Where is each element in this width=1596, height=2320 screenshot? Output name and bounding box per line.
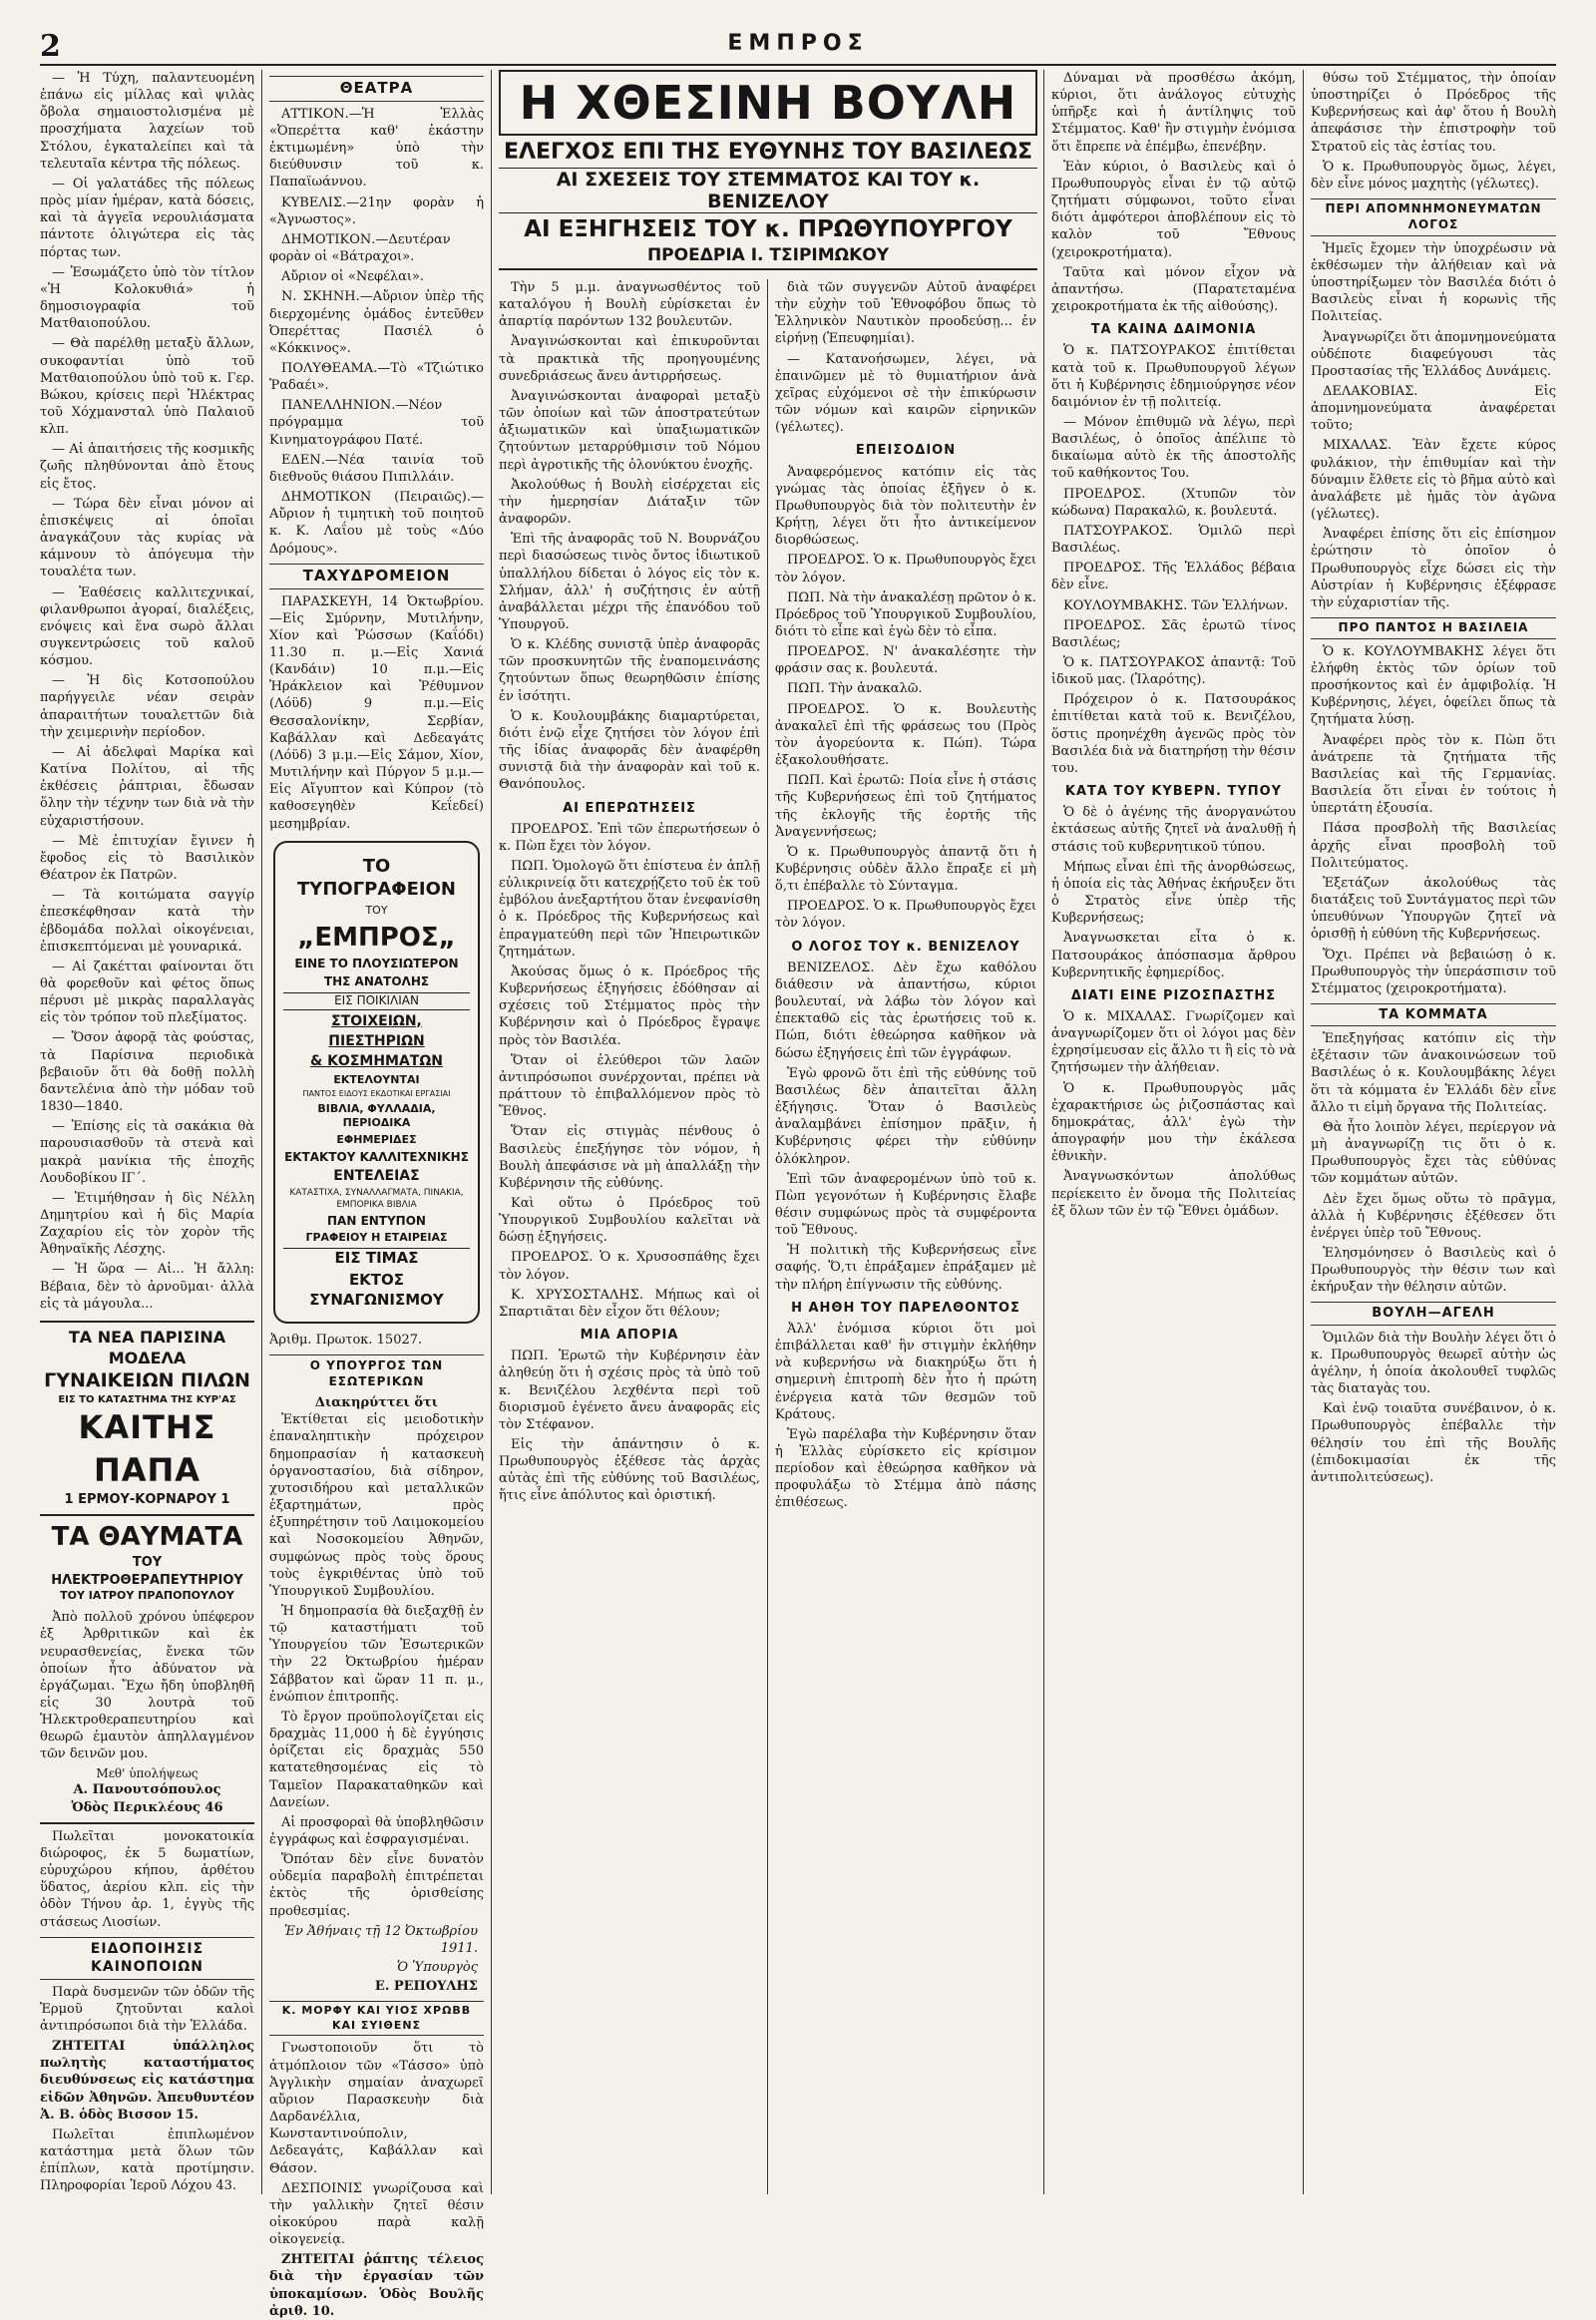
text-para: Ὅπόταν δὲν εἶνε δυνατὸν οὐδεμία παραβολὴ ἐπιτρέπεται ἐκτὸς τῆς ὁρισθείσης προθεσμίας.: [269, 1852, 484, 1919]
column-3: [499, 279, 760, 2194]
notice-signatory-title: Ὁ Ὑπουργὸς: [396, 1960, 478, 1976]
column-rule: [1303, 70, 1304, 2194]
text-para: ΠΩΠ. Τὴν ἀνακαλῶ.: [787, 681, 923, 697]
text-para: Ὁ κ. Πρωθυπουργὸς μᾶς ἐχαρακτήρισε ὡς ῥιζοσπάστας καὶ δημοκράτας, ἀλλ' ἐγὼ τὴν ἀπογραφήν μου τὴν ἐκάλεσα ἐθνικὴν.: [1051, 1080, 1296, 1165]
text-para: — Κατανοήσωμεν, λέγει, νὰ ἐπαινῶμεν μὲ τὸ θυμιατήριον ἀνὰ χεῖρας εὐχόμενοι σὲ τὴν ἐπικύρωσιν τῶν νόμων καὶ καιρῶν εἰρηνικῶν (γέλωτες).: [775, 351, 1036, 436]
text-para: — Μὲ ἐπιτυχίαν ἔγινεν ἡ ἔφοδος εἰς τὸ Βασιλικὸν Θέατρον ἐκ Πατρῶν.: [40, 833, 254, 884]
text-para: ΚΟΥΛΟΥΜΒΑΚΗΣ. Τῶν Ἑλλήνων.: [1063, 597, 1289, 613]
headline-main: Η ΧΘΕΣΙΝΗ ΒΟΥΛΗ: [499, 70, 1037, 136]
text-para: Ἀναφέρει ἐπίσης ὅτι εἰς ἐπίσημον ἐρώτησιν τὸ ὁποῖον ὁ Πρωθυπουργὸς εἶχε δώσει εἰς τὴν Αὐστρίαν ἡ Κυβέρνησις ἐξέφρασε τὴν εὐχαριστίαν τῆς.: [1311, 527, 1556, 610]
text-para: ΠΡΟΕΔΡΟΣ. Ὁ κ. Χρυσοσπάθης ἔχει τὸν λόγον.: [499, 1250, 760, 1283]
text-para: — Ὅσον ἀφορᾷ τὰς φούστας, τὰ Παρίσινα περιοδικὰ βεβαιοῦν ὅτι θὰ δοθῇ πολλὴ δαντελένια ἀπὸ τὴν μόδαν τοῦ 1830—1840.: [40, 1030, 254, 1115]
notice-date: Ἐν Ἀθήναις τῇ 12 Ὀκτωβρίου 1911.: [283, 1923, 478, 1956]
ad-line: ΕΚΤΑΚΤΟΥ ΚΑΛΛΙΤΕΧΝΙΚΗΣ: [284, 1149, 469, 1164]
notice-subheading: Διακηρύττει ὅτι: [314, 1395, 439, 1411]
text-para: Ἐπὶ τῶν ἀναφερομένων ὑπὸ τοῦ κ. Πὼπ γεγονότων ἡ Κυβέρνησις ἔλαβε θέσιν συμφώνως πρὸς τὰ συμφέροντα τοῦ Ἔθνους.: [775, 1171, 1036, 1239]
text-para: Ἀναφέρει πρὸς τὸν κ. Πὼπ ὅτι ἀνάτρεπε τὰ ζητήματα τῆς Βασιλείας καὶ τῆς Γερμανίας. Βασιλεία ὅτι εἶναι ἐν τούτοις ἡ ὑπερτάτη ἐξουσία.: [1311, 732, 1556, 817]
text-para: Ἐγὼ παρέλαβα τὴν Κυβέρνησιν ὅταν ἡ Ἑλλὰς εὑρίσκετο εἰς κρίσιμον περίοδον καὶ ἐθεώρησα καθῆκον νὰ προφυλάξω τὸ Στέμμα ἀπὸ πάσης ἐπιθέσεως.: [775, 1426, 1036, 1511]
headline-sub1: ΕΛΕΓΧΟΣ ΕΠΙ ΤΗΣ ΕΥΘΥΝΗΣ ΤΟΥ ΒΑΣΙΛΕΩΣ: [503, 140, 1033, 165]
text-para: Ν. ΣΚΗΝΗ.—Αὔριον ὑπὲρ τῆς διερχομένης ὁμάδος ἐντεῦθεν Ὀπερέττας Πασιέλ ὁ «Κόκκινος».: [269, 289, 484, 356]
ad-line: ΚΑΤΑΣΤΙΧΑ, ΣΥΝΑΛΛΑΓΜΑΤΑ, ΠΙΝΑΚΙΑ, ΕΜΠΟΡΙΚΑ ΒΙΒΛΙΑ: [289, 1187, 464, 1210]
column-5: [1051, 70, 1296, 2194]
text-para: ΔΗΜΟΤΙΚΟΝ.—Δευτέραν φορὰν οἱ «Βάτραχοι».: [269, 231, 451, 265]
text-para: Ἐὰν κύριοι, ὁ Βασιλεὺς καὶ ὁ Πρωθυπουργὸς εἶναι ἐν τῷ αὐτῷ ζητήματι σύμφωνοι, τοῦτο εἶναι διότι ἀμφότεροι ἀποβλέπουν εἰς τὸ καλὸν τοῦ Ἔθνους (χειροκροτήματα).: [1051, 159, 1296, 260]
text-para: ΠΡΟΕΔΡΟΣ. (Χτυπῶν τὸν κώδωνα) Παρακαλῶ, κ. βουλευτά.: [1051, 486, 1296, 519]
text-para: Ὅταν εἰς στιγμὰς πένθους ὁ Βασιλεὺς ἐπεξήγησε τὸν νόμον, ἡ Βουλὴ ἀπεφάσισε νὰ μὴ ἀπαλλάξῃ τὴν Κυβέρνησιν τῆς εὐθύνης.: [499, 1124, 760, 1191]
text-para: — Αἱ ζακέτται φαίνονται ὅτι θὰ φορεθοῦν καὶ φέτος ὅπως πέρυσι μὲ μικρὰς παραλλαγὰς εἰς τὸν τρόπον τοῦ πλεξίματος.: [40, 959, 254, 1026]
text-para: Ὁ κ. Κλέδης συνιστᾷ ὑπὲρ ἀναφορᾶς τῶν προσκυνητῶν τῆς ἐναπομεινάσης ζητούντων ὅπως θεωρηθῶσιν ἐπίσης ἐν ἰσότητι.: [499, 637, 760, 704]
ad-line: ΓΡΑΦΕΙΟΥ Η ΕΤΑΙΡΕΙΑΣ: [305, 1231, 448, 1245]
text-para: ΠΩΠ. Ἐρωτῶ τὴν Κυβέρνησιν ἐὰν ἀληθεύῃ ὅτι ἡ σχέσις πρὸς τὰ ὑπὸ τοῦ κ. Βενιζέλου λεχθέντα περὶ τοῦ διορισμοῦ ἐγένετο ἄνευ ἀναφορᾶς εἰς τὸν Στέφανον.: [499, 1349, 760, 1432]
printing-office-ad: [273, 841, 480, 1325]
subheading: ΜΙΑ ΑΠΟΡΙΑ: [580, 1328, 679, 1344]
text-para: — Τώρα δὲν εἶναι μόνον αἱ ἐπισκέψεις αἱ ὁποῖαι ἀναγκάζουν τὰς κυρίας νὰ κάμνουν τὸ ἀπόγευμα τὴν τουαλέτα των.: [40, 496, 254, 580]
text-para: — Μόνον ἐπιθυμῶ νὰ λέγω, περὶ Βασιλέως, ὁ ὁποῖος ἀπέλιπε τὸ δικαίωμα αὐτὸ ἐκ τῆς ἀποστολῆς τοῦ καθήκοντος Του.: [1051, 414, 1296, 482]
text-para: Θὰ ἦτο λοιπὸν λέγει, περίεργον νὰ μὴ ἀναγνωρίζῃ τις ὅτι ὁ κ. Πρωθυπουργὸς ἔχει τὰς εὐθύνας τῶν κομμάτων αὐτῶν.: [1311, 1119, 1556, 1187]
text-para: θύσω τοῦ Στέμματος, τὴν ὁποίαν ὑποστηρίζει ὁ Πρόεδρος τῆς Κυβερνήσεως καὶ ἀφ' ὅτου ἡ Βουλὴ ἀπεφάσισε τὴν ἐπιστροφὴν τοῦ Στρατοῦ εἰς τὰς ἐστίας του.: [1311, 71, 1556, 155]
text-para: Τὸ ἔργον προϋπολογίζεται εἰς δραχμὰς 11,000 ἡ δὲ ἐγγύησις ὁρίζεται εἰς δραχμὰς 550 κατατεθησομένας εἰς τὸ Ταμεῖον Παρακαταθηκῶν καὶ Δανείων.: [269, 1709, 484, 1810]
text-para: Ἀναγινώσκονται καὶ ἐπικυροῦνται τὰ πρακτικὰ τῆς προηγουμένης συνεδριάσεως ἄνευ ἀντιρρήσεως.: [499, 334, 760, 384]
text-para: — Τὰ κοιτώματα σαγγίρ ἐπεσκέφθησαν κατὰ τὴν ἐβδομάδα πολλαὶ οἰκογένειαι, ἐπισκεπτόμεναι μὲ γουναρικά.: [40, 888, 254, 955]
ad-line: ΕΚΤΕΛΟΥΝΤΑΙ: [333, 1072, 420, 1086]
text-para: — Θὰ παρέλθῃ μεταξὺ ἄλλων, συκοφαντίαι ὑπὸ τοῦ Ματθαιοπούλου ὑπὸ τοῦ κ. Γερ. Βώκου, κρίσεις περὶ Ἠλέκτρας τοῦ Χόχμανσταλ ὑπὸ Παλαιοῦ κλπ.: [40, 336, 254, 438]
headline-sub2: ΑΙ ΣΧΕΣΕΙΣ ΤΟΥ ΣΤΕΜΜΑΤΟΣ ΚΑΙ ΤΟΥ κ. ΒΕΝΙΖΕΛΟΥ: [499, 168, 1037, 213]
column-rule: [491, 70, 492, 2194]
ad-line: ΕΚΤΟΣ ΣΥΝΑΓΩΝΙΣΜΟΥ: [309, 1270, 444, 1309]
ad-line: ΕΙΣ ΠΟΙΚΙΛΙΑΝ: [283, 992, 470, 1010]
main-headline: [499, 70, 1037, 270]
ad-line: ΠΙΕΣΤΗΡΙΩΝ: [328, 1032, 425, 1049]
ad-line: 1 ΕΡΜΟΥ-ΚΟΡΝΑΡΟΥ 1: [64, 1491, 230, 1507]
ad-line: ΠΑΝΤΟΣ ΕΙΔΟΥΣ ΕΚΔΟΤΙΚΑΙ ΕΡΓΑΣΙΑΙ: [302, 1089, 451, 1099]
text-para: Ἡμεῖς ἔχομεν τὴν ὑποχρέωσιν νὰ ἐκθέσωμεν τὴν ἀλήθειαν καὶ νὰ ὑποστηρίξωμεν τὸν Βασιλέα διότι ὁ Βασιλεὺς εἶναι ἡ κορωνὶς τῆς Πολιτείας.: [1311, 240, 1556, 325]
ad-line: ΤΗΣ ΑΝΑΤΟΛΗΣ: [323, 973, 430, 988]
column-6: [1311, 70, 1556, 2194]
ad-line: ΕΝΤΕΛΕΙΑΣ: [333, 1168, 420, 1185]
text-para: Ἀλλ' ἐνόμισα κύριοι ὅτι μοὶ ἐπιβάλλεται καθ' ἣν στιγμὴν ἐκλήθην νὰ κυβερνήσω νὰ διακηρύξω ὅτι ἡ σημερινὴ ἐπιτροπὴ δὲν ἦτο ἡ πρώτη ἐνέργεια κατὰ τῶν θεσμῶν τοῦ Κράτους.: [775, 1321, 1036, 1422]
column-4: [775, 279, 1036, 2194]
ad-line: ΤΟΥ: [365, 904, 388, 918]
text-para: ΚΥΒΕΛΙΣ.—21ην φορὰν ἡ «Ἀγνωστος».: [269, 194, 484, 227]
ad-line: „ΕΜΠΡΟΣ„: [297, 922, 456, 953]
ad-line: ΠΑΝ ΕΝΤΥΠΟΝ: [327, 1213, 426, 1228]
column-2: [269, 70, 484, 2319]
text-para: Ἀναφερόμενος κατόπιν εἰς τὰς γνώμας τὰς ὁποίας ἐξῆγεν ὁ κ. Πρωθυπουργὸς διὰ τὸν πολιτευτὴν ἐν Κρήτῃ, λέγει ὅτι ἦτο ἀντικείμενον διορθώσεως.: [775, 464, 1036, 549]
subheading: ΠΕΡΙ ΑΠΟΜΝΗΜΟΝΕΥΜΑΤΩΝ ΛΟΓΟΣ: [1311, 198, 1556, 236]
subheading: Η ΑΗΘΗ ΤΟΥ ΠΑΡΕΛΘΟΝΤΟΣ: [791, 1300, 1020, 1316]
text-para: — Αἱ ἀδελφαὶ Μαρίκα καὶ Κατίνα Πολίτου, αἱ τῆς ἐκθέσεις ῥάπτριαι, ἔδωσαν ὅλην τὴν τέχνην των διὰ νὰ τὴν εὐχαριστήσουν.: [40, 744, 254, 829]
ad-sign: Α. Πανουτσόπουλος: [73, 1782, 221, 1798]
columns: [40, 70, 1556, 2319]
subheading: Ο ΛΟΓΟΣ ΤΟΥ κ. ΒΕΝΙΖΕΛΟΥ: [791, 939, 1020, 955]
text-para: ΠΡΟΕΔΡΟΣ. Ὁ κ. Πρωθυπουργὸς ἔχει τὸν λόγον.: [775, 553, 1036, 585]
text-para: ΠΑΡΑΣΚΕΥΗ, 14 Ὀκτωβρίου.—Εἰς Σμύρνην, Μυτιλήνην, Χίον καὶ Ῥώσσων (Καΐόδι) 11.30 π. μ.—Εἰς Χανιά (Κανδάιν) 10 π.μ.—Εἰς Ἡράκλειον καὶ Ῥέθυμνον (Λόϋδ) 9 π.μ.—Εἰς Θεσσαλονίκην, Σερβίαν, Καβάλλαν καὶ Δεδεαγάτς (Λόϋδ) 3 μ.μ.—Εἰς Σάμον, Χίον, Μυτιλήνην καὶ Πύργον 5 μ.μ.—Εἰς Αἴγυπτον καὶ Κύπρον (τὸ καθοσεγηθὲν Κεΐεδεί) μεσημβρίαν.: [269, 593, 484, 832]
text-para: διὰ τῶν συγγενῶν Αὐτοῦ ἀναφέρει τὴν εὐχὴν τοῦ Ἐθνοφόβου ὅπως τὸ Ἑλληνικὸν Ναυτικὸν προοδεύσῃ... ἐν εἰρήνῃ (Ἐπευφημίαι).: [775, 280, 1036, 347]
subheading: ΕΠΕΙΣΟΔΙΟΝ: [855, 443, 957, 459]
text-para: ΕΔΕΝ.—Νέα ταινία τοῦ διεθνοῦς θιάσου Πιπιλλάιν.: [269, 452, 484, 485]
masthead: [40, 0, 1556, 66]
text-para: ΠΡΟΕΔΡΟΣ. Ὁ κ. Πρωθυπουργὸς ἔχει τὸν λόγον.: [775, 899, 1036, 932]
subheading: ΠΡΟ ΠΑΝΤΟΣ Η ΒΑΣΙΛΕΙΑ: [1311, 617, 1556, 639]
subheading: ΑΙ ΕΠΕΡΩΤΗΣΕΙΣ: [563, 800, 696, 816]
text-para: Κ. ΧΡΥΣΟΣΤΑΛΗΣ. Μήπως καὶ οἱ Σπαρτιᾶται δὲν εἶχον ὅτι θέλουν;: [499, 1287, 760, 1320]
text-para: ΔΕΛΑΚΟΒΙΑΣ. Εἰς ἀπομνημονεύματα ἀναφέρεται τοῦτο;: [1311, 384, 1556, 434]
ad-line: ΤΟ ΤΥΠΟΓΡΑΦΕΙΟΝ: [297, 855, 456, 901]
classified: Πωλεῖται ἐπιπλωμένον κατάστημα μετὰ ὅλων τῶν ἐπίπλων, κατὰ προτίμησιν. Πληροφορίαι Ἱεροῦ Λόχου 43.: [40, 2127, 254, 2194]
text-para: Ἀναγινώσκονται ἀναφοραὶ μεταξὺ τῶν ὁποίων καὶ τῶν ἀποστρατεύτων ἀξιωματικῶν καὶ ὑπαξιωματικῶν ζητούντων μεταρρύθμισιν τοῦ Νόμου περὶ ἀγροτικῆς τῆς ὁλονύκτου ἐνοχῆς.: [499, 388, 760, 473]
subheading: ΔΙΑΤΙ ΕΙΝΕ ΡΙΖΟΣΠΑΣΤΗΣ: [1070, 987, 1277, 1003]
text-para: ΠΡΟΕΔΡΟΣ. Σᾶς ἐρωτῶ τίνος Βασιλέως;: [1051, 617, 1296, 650]
hat-ad: [40, 1321, 254, 1508]
ad-line: ΤΑ ΘΑΥΜΑΤΑ: [51, 1522, 243, 1553]
text-para: Ἀναγνωσκεται εἶτα ὁ κ. Πατσουράκος ἀπόσπασμα ἄρθρου Κυβερνητικῆς ἐφημερίδος.: [1051, 931, 1296, 980]
ad-line: ΕΙΣ ΤΟ ΚΑΤΑΣΤΗΜΑ ΤΗΣ ΚΥΡ'ΑΣ: [58, 1394, 236, 1406]
text-para: ΠΩΠ. Ὁμολογῶ ὅτι ἐπίστευα ἐν ἀπλῇ εὐλικρινείᾳ ὅτι κατεχρῄζετο τοῦ ἐκ τοῦ ἐμβόλου ἀνεξαρτήτου ὅταν ἐνεφανίσθη ὁ κ. Πρόεδρος τῆς Κυβερνήσεως καὶ ἐπραγματεύθη περὶ τῶν Ἠπειρωτικῶν ζητημάτων.: [499, 859, 761, 960]
shipping-ad-heading: Κ. ΜΟΡΦΥ ΚΑΙ ΥΙΟΣ ΧΡΩΒΒ ΚΑΙ ΣΥΙΘΕΝΣ: [269, 2001, 484, 2036]
text-para: — Ἐαθέσεις καλλιτεχνικαί, φιλανθρωποι ἀγοραί, διαλέξεις, ενόψεις καὶ ἕνα σωρὸ ἄλλαι συγκεντρώσεις τοῦ καλοῦ κόσμου.: [40, 584, 254, 669]
ad-line: ΣΤΟΙΧΕΙΩΝ,: [331, 1012, 422, 1029]
text-para: — Οἱ γαλατάδες τῆς πόλεως πρὸς μίαν ἡμέραν, κατὰ δόσεις, καὶ τὰ ἀγγεῖα νερουλιάσματα πάντοτε ὁλιγώτερα εἰς τὰς πόρτας των.: [40, 176, 254, 260]
notice-signatory: Ε. ΡΕΠΟΥΛΗΣ: [374, 1979, 478, 1995]
text-para: — Ἡ ὥρα — Αἰ... Ἡ ἄλλη: Βέβαια, δὲν τὸ ἀρνοῦμαι· ἀλλὰ εἰς τὰ μάγουλα...: [40, 1262, 254, 1312]
column-rule: [767, 279, 768, 2194]
text-para: Ὁ κ. Κουλουμβάκης διαμαρτύρεται, διότι ἐνῷ εἶχε ζητήσει τὸν λόγον ἐπὶ τῆς ἰδίας ἀναφορᾶς δὲν ἀναφέρθη συνιστᾷ διὰ τὴν ἀναφορὰν καὶ τοῦ κ. Θανόπουλος.: [499, 708, 760, 793]
text-para: Ἐπὶ τῆς ἀναφορᾶς τοῦ Ν. Βουρνάζου περὶ διασώσεως τινὸς ὄντος ἰδιωτικοῦ ὑπαλλήλου δίδεται ὁ λόγος εἰς τὸν κ. Σλήμαν, ἀλλ' ἡ συζήτησις ἐν αὐτῇ ἀναβάλλεται μέχρι τῆς ἐπανόδου τοῦ Ὑπουργοῦ.: [499, 532, 760, 632]
text-para: Αὔριον οἱ «Νεφέλαι».: [281, 269, 425, 285]
text-para: ΜΙΧΑΛΑΣ. Ἐὰν ἔχετε κύρος φυλάκιον, τὴν ἐπιθυμίαν καὶ τὴν δύναμιν ἔλθετε εἰς τὸ βῆμα αὐτὸ καὶ ἀναλάβετε μὲ ἡμᾶς τὸν ἀγῶνα (γέλωτες).: [1311, 438, 1556, 523]
text-para: ΑΤΤΙΚΟΝ.—Ἡ Ἑλλὰς «Ὀπερέττα καθ' ἑκάστην ἐκτιμωμένη» ὑπὸ τὴν διεύθυνσιν τοῦ κ. Παπαϊωάννου.: [269, 106, 484, 191]
text-para: Εἰς τὴν ἀπάντησιν ὁ κ. Πρωθυπουργὸς ἐξέθεσε τὰς ἀρχὰς αὐτὰς ἐπὶ τῆς εὐθύνης τοῦ Βασιλέως, ἥτις εἶνε ἀπόλυτος καὶ ὁριστική.: [499, 1437, 760, 1504]
text-para: Ἀναγνωρίζει ὅτι ἀπομνημονεύματα οὐδέποτε διαφεύγουσι τὰς Προστασίας τῆς Ἑλλάδος Δυνάμεις.: [1311, 329, 1556, 379]
text-para: Ὁ κ. ΜΙΧΑΛΑΣ. Γνωρίζομεν καὶ ἀναγνωρίζομεν ὅτι οἱ λόγοι μας δὲν ἐχρησίμευσαν εἰς ἄλλο τι ἢ εἰς τὸ νὰ ζητήσωμεν τὴν ἀλήθειαν.: [1051, 1008, 1296, 1076]
text-para: Γνωστοποιοῦν ὅτι τὸ ἀτμόπλοιον τῶν «Τάσσο» ὑπὸ Ἀγγλικὴν σημαίαν ἀναχωρεῖ αὔριον Παρασκευὴν διὰ Δαρδανέλλια, Κωνσταντινούπολιν, Δεδεαγάτς, Καβάλλαν καὶ Θάσον.: [269, 2041, 484, 2176]
text-para: Ὁ δὲ ὁ ἀγένης τῆς ἀνοργανώτου ἐκτάσεως αὐτῆς ζητεῖ νὰ ἀναλυθῇ ἡ στάσις τοῦ κυβερνητικοῦ τύπου.: [1051, 805, 1296, 855]
text-para: Ὅχι. Πρέπει νὰ βεβαιώσῃ ὁ κ. Πρωθυπουργὸς τὴν ὑπεράσπισιν τοῦ Στέμματος (χειροκροτήματα).: [1311, 947, 1556, 996]
text-para: Δύναμαι νὰ προσθέσω ἀκόμη, κύριοι, ὅτι ἀνάλογος εὐτυχὴς ὑπῆρξε καὶ ἡ ἀντίληψις τοῦ Στέμματος. Καθ' ἣν στιγμὴν ἐνόμισα ὅτι ἔπρεπε νὰ ἐπέμβω, ἐπενέβην.: [1051, 71, 1296, 155]
text-para: ΖΗΤΕΙΤΑΙ ῥάπτης τέλειος διὰ τὴν ἐργασίαν τῶν ὑποκαμίσων. Ὁδὸς Βουλῆς ἀριθ. 10.: [269, 2252, 484, 2319]
text-para: Μήπως εἶναι ἐπὶ τῆς ἀνορθώσεως, ἡ ὁποία εἰς τὰς Ἀθήνας ἐκήρυξεν ὅτι ὁ Στρατὸς εἶνε ὑπὲρ τῆς Κυβερνήσεως;: [1051, 859, 1296, 927]
text-para: Ἡ δημοπρασία θὰ διεξαχθῇ ἐν τῷ καταστήματι τοῦ Ὑπουργείου τῶν Ἐσωτερικῶν τὴν 22 Ὀκτωβρίου ἡμέραν Σάββατον καὶ ὥραν 11 π. μ., ἐνώπιον ἐπιτροπῆς.: [269, 1603, 484, 1705]
text-para: Αἱ προσφοραὶ θὰ ὑποβληθῶσιν ἐγγράφως καὶ ἐσφραγισμέναι.: [269, 1814, 484, 1848]
text-para: Ἀναγνωσκόντων ἀπολύθως περίεκειτο ἐν ὄνομα τῆς Πολιτείας ἐξ ὅλων τῶν ἐν τῷ Ἔθνει ὁμάδων.: [1051, 1169, 1296, 1219]
text-para: ΠΡΟΕΔΡΟΣ. Τῆς Ἑλλάδος βέβαια δὲν εἶνε.: [1051, 561, 1296, 593]
ad-line: ΚΑΙΤΗΣ ΠΑΠΑ: [78, 1408, 216, 1489]
electrotherapy-ad: [40, 1514, 254, 1816]
column-1: [40, 70, 254, 2194]
ad-text: Ἀπὸ πολλοῦ χρόνου ὑπέφερον ἐξ Ἀρθριτικῶν καὶ ἐκ νευρασθενείας, ἔνεκα τῶν ὁποίων ἦτο ἀδύνατον νὰ ἐργάζωμαι. Ἔχω ἤδη ὑποβληθῆ εἰς 30 λουτρὰ τοῦ Ἠλεκτροθεραπευτηρίου καὶ θεωρῶ ἐμαυτὸν ἀπηλλαγμένον τῶν δεινῶν μου.: [40, 1610, 254, 1762]
classified-head: ΕΙΔΟΠΟΙΗΣΙΣ ΚΑΙΝΟΠΟΙΩΝ: [40, 1937, 254, 1980]
subheading: ΒΟΥΛΗ—ΑΓΕΛΗ: [1311, 1302, 1556, 1325]
text-para: ΠΡΟΕΔΡΟΣ. Ν' ἀνακαλέσητε τὴν φράσιν σας κ. βουλευτά.: [775, 644, 1036, 677]
text-para: Ταῦτα καὶ μόνον εἶχον νὰ ἀπαντήσω. (Παρατεταμένα χειροκροτήματα ἐκ τῆς αἰθούσης).: [1051, 264, 1296, 315]
text-para: Δὲν ἔχει ὅμως οὕτω τὸ πρᾶγμα, ἀλλὰ ἡ Κυβέρνησις ἐξέθεσεν ὅτι ἐνέργει ὑπὲρ τοῦ Ἔθνους.: [1311, 1191, 1556, 1241]
text-para: Ἐξετάζων ἀκολούθως τὰς διατάξεις τοῦ Συντάγματος περὶ τῶν ὑπευθύνων Ὑπουργῶν ζητεῖ νὰ ὁρισθῇ ἡ εὐθύνη τῆς Κυβερνήσεως.: [1311, 875, 1556, 943]
text-para: Ὁ κ. ΠΑΤΣΟΥΡΑΚΟΣ ἀπαντᾷ: Τοῦ ἰδικοῦ μας. (Ἰλαρότης).: [1051, 655, 1296, 688]
text-para: Ἀκολούθως ἡ Βουλὴ εἰσέρχεται εἰς τὴν ἡμερησίαν Διάταξιν τῶν ἀναφορῶν.: [499, 477, 760, 528]
text-para: ΠΩΠ. Καὶ ἐρωτῶ: Ποία εἶνε ἡ στάσις τῆς Κυβερνήσεως ἐπὶ τοῦ ζητήματος τῆς ἐκλογῆς τῆς ἑορτῆς τῆς Ἀναγεννήσεως;: [775, 773, 1036, 840]
classified-ads: [40, 1822, 254, 2195]
ad-line: ΕΙΝΕ ΤΟ ΠΛΟΥΣΙΩΤΕΡΟΝ: [294, 957, 459, 971]
ad-sign: Ὁδὸς Περικλέους 46: [71, 1799, 223, 1815]
protocol-number: Ἀριθμ. Πρωτοκ. 15027.: [269, 1333, 423, 1349]
text-para: ΠΡΟΕΔΡΟΣ. Ἐπὶ τῶν ἐπερωτήσεων ὁ κ. Πὼπ ἔχει τὸν λόγον.: [499, 821, 760, 854]
text-para: ΒΕΝΙΖΕΛΟΣ. Δὲν ἔχω καθόλου διάθεσιν νὰ ἀπαντήσω, κύριοι βουλευταί, νὰ λάβω τὸν λόγον καὶ ἐπεκταθῶ εἰς τὰς ἐρωτήσεις τοῦ κ. Πώπ, διότι ἐθεώρησα καθῆκον νὰ δώσω ἐξηγήσεις ἐπὶ τῶν ἐγγράφων.: [775, 960, 1036, 1061]
text-para: Ἡ πολιτικὴ τῆς Κυβερνήσεως εἶνε σαφής. Ὅ,τι ἐπράξαμεν ἐπράξαμεν μὲ τὴν πλήρη ἐπίγνωσιν τῆς εὐθύνης.: [775, 1243, 1036, 1293]
text-para: ΔΕΣΠΟΙΝΙΣ γνωρίζουσα καὶ τὴν γαλλικὴν ζητεῖ θέσιν οἰκοκύρου παρὰ καλῇ οἰκογενείᾳ.: [269, 2180, 484, 2248]
ad-line: ΤΟΥ ΙΑΤΡΟΥ ΠΡΑΠΟΠΟΥΛΟΥ: [60, 1588, 234, 1602]
text-para: ΠΑΤΣΟΥΡΑΚΟΣ. Ὁμιλῶ περὶ Βασιλέως.: [1051, 523, 1296, 557]
subheading: ΚΑΤΑ ΤΟΥ ΚΥΒΕΡΝ. ΤΥΠΟΥ: [1064, 784, 1283, 800]
theatre-heading: ΘΕΑΤΡΑ: [269, 76, 484, 102]
text-para: Ὁ κ. Πρωθυπουργὸς ὅμως, λέγει, δὲν εἶνε μόνος μαχητὴς (γέλωτες).: [1311, 159, 1556, 192]
text-para: Πάσα προσβολὴ τῆς Βασιλείας ἀρχῆς εἶναι προσβολὴ τοῦ Πολιτεύματος.: [1311, 821, 1556, 871]
text-para: Πρόχειρον ὁ κ. Πατσουράκος ἐπιτίθεται κατὰ τοῦ κ. Βενιζέλου, ὅστις προηνέχθη ἀγενῶς πρὸς τὸν Βασιλέα διὰ νὰ διατηρήσῃ τὴν θέσιν του.: [1051, 692, 1296, 776]
text-para: Ἐκτίθεται εἰς μειοδοτικὴν ἐπαναληπτικὴν πρόχειρον δημοπρασίαν ἡ κατασκευὴ ὀργανοστασίου, διὰ σίδηρον, χυτοσιδήρου καὶ μεταλλικῶν ἐξαρτημάτων, πρὸς ἐξυπηρέτησιν τοῦ Λαιμοκομείου καὶ Νοσοκομείου Ἀθηνῶν, συμφώνως πρὸς τοὺς ὅρους τοὺς ἐγκριθέντας ὑπὸ τοῦ Ὑπουργικοῦ Συμβουλίου.: [269, 1412, 484, 1599]
post-heading: ΤΑΧΥΔΡΟΜΕΙΟΝ: [269, 564, 484, 589]
column-rule: [261, 70, 262, 2194]
text-para: Καὶ ἐνῷ τοιαῦτα συνέβαινον, ὁ κ. Πρωθυπουργὸς ἐπέβαλλε τὴν θέλησίν του ἐπὶ τῆς Βουλῆς (ἐπιδοκιμασίαι ἐκ τῆς ἀντιπολιτεύσεως).: [1311, 1401, 1556, 1485]
text-para: Ὁ κ. ΠΑΤΣΟΥΡΑΚΟΣ ἐπιτίθεται κατὰ τοῦ κ. Πρωθυπουργοῦ λέγων ὅτι ἡ Κυβέρνησις ἐδημιούργησε νέον δαιμόνιον ἐν τῇ πολιτείᾳ.: [1051, 343, 1296, 410]
ad-line: ΓΥΝΑΙΚΕΙΩΝ ΠΙΛΩΝ: [44, 1369, 250, 1392]
ad-line: ΕΙΣ ΤΙΜΑΣ: [283, 1248, 470, 1269]
text-para: — Αἱ ἀπαιτήσεις τῆς κοσμικῆς ζωῆς πληθύνονται ἀπὸ ἔτους εἰς ἔτος.: [40, 442, 254, 492]
text-para: ΠΩΠ. Νὰ τὴν ἀνακαλέσῃ πρῶτον ὁ κ. Πρόεδρος τοῦ Ὑπουργικοῦ Συμβουλίου, διότι τὸ εἶπε καὶ ἐγὼ δὲν τὸ εἶπα.: [775, 589, 1036, 639]
subheading: ΤΑ ΚΑΙΝΑ ΔΑΙΜΟΝΙΑ: [1090, 322, 1257, 338]
text-para: Ἐλησμόνησεν ὁ Βασιλεὺς καὶ ὁ Πρωθυπουργὸς τὴν θέσιν των καὶ ἐκήρυξαν τὴν θέλησιν αὐτῶν.: [1311, 1246, 1556, 1296]
classified: Πωλεῖται μονοκατοικία διώροφος, ἐκ 5 δωματίων, εὐρυχώρου κήπου, ἀρθέτου ὕδατος, ἀερίου κλπ. εἰς τὴν ὁδὸν Τήνου ἀρ. 1, ἐγγὺς τῆς στάσεως Λιοσίων.: [40, 1828, 254, 1930]
text-para: ΠΟΛΥΘΕΑΜΑ.—Τὸ «Τζιώτικο Ῥαδαέι».: [269, 360, 484, 394]
subheading: ΤΑ ΚΟΜΜΑΤΑ: [1311, 1003, 1556, 1026]
classified: ΖΗΤΕΙΤΑΙ ὑπάλληλος πωλητὴς καταστήματος διευθύνσεως εἰς κατάστημα εἰδῶν Ἀθηνῶν. Ἀπευθυντέον Ἀ. Β. ὁδὸς Βισσον 15.: [40, 2039, 254, 2123]
text-para: Ὅταν οἱ ἐλεύθεροι τῶν λαῶν ἀντιπρόσωποι συνέρχονται, πρέπει νὰ πράττουν τὸ ἐπιβαλλόμενον πρὸς τὸ Ἔθνος.: [499, 1052, 760, 1120]
text-para: Ἐγὼ φρονῶ ὅτι ἐπὶ τῆς εὐθύνης τοῦ Βασιλέως δὲν ἀπαιτεῖται ἄλλη ἐξήγησις. Ὅταν ὁ Βασιλεὺς ἀναλαμβάνει ἐπίσημον πρᾶξιν, ἡ Κυβέρνησις φέρει τὴν εὐθύνην ὁλόκληρον.: [775, 1065, 1036, 1167]
classified: Παρὰ δυσμενῶν τῶν ὁδῶν τῆς Ἑρμοῦ ζητοῦνται καλοὶ ἀντιπρόσωποι διὰ τὴν Ἑλλάδα.: [40, 1984, 254, 2034]
ad-line: ΕΦΗΜΕΡΙΔΕΣ: [336, 1133, 417, 1146]
notice-heading: Ο ΥΠΟΥΡΓΟΣ ΤΩΝ ΕΣΩΤΕΡΙΚΩΝ: [269, 1354, 484, 1390]
text-para: — Ἡ δὶς Κοτσοπούλου παρήγγειλε νέαν σειρὰν ἀπαραιτήτων τουαλεττῶν διὰ τὴν χειμερινὴν περίοδον.: [40, 673, 254, 740]
text-para: Ὁ κ. ΚΟΥΛΟΥΜΒΑΚΗΣ λέγει ὅτι ἐλήφθη ἐκτὸς τῶν ὁρίων τοῦ προσήκοντος καὶ ἐν ἀμφιβολίᾳ. Ἡ Κυβέρνησις, λέγει, ὀφείλει ὅπως τὰ ζητήματα λύσῃ.: [1311, 643, 1556, 728]
ad-sign: Μεθ' ὑπολήψεως: [96, 1765, 199, 1780]
text-para: Ἀκούσας ὅμως ὁ κ. Πρόεδρος τῆς Κυβερνήσεως ἐξηγήσεις ἐδόθησαν αἱ σχέσεις τοῦ Στέμματος πρὸς τὴν Κυβέρνησιν καὶ ὁ Πρόεδρος ἔγραψε πρὸς τὸν Βασιλέα.: [499, 964, 760, 1048]
page-number: 2: [40, 29, 61, 64]
text-para: — Ἐπίσης εἰς τὰ σακάκια θὰ παρουσιασθοῦν τὰ στενὰ καὶ μακρὰ μανίκια τῆς ἐποχῆς Λουδοβίκου ΙΓ΄.: [40, 1119, 254, 1186]
text-para: Καὶ οὕτω ὁ Πρόεδρος τοῦ Ὑπουργικοῦ Συμβουλίου καλεῖται νὰ δώσῃ ἐξηγήσεις.: [499, 1195, 760, 1246]
text-para: Ὁμιλῶν διὰ τὴν Βουλὴν λέγει ὅτι ὁ κ. Πρωθυπουργὸς θεωρεῖ αὐτὴν ὡς ἀγέλην, ἡ ὁποία ἀκολουθεῖ τυφλῶς τὰς διαταγὰς του.: [1311, 1330, 1556, 1397]
text-para: Τὴν 5 μ.μ. ἀναγνωσθέντος τοῦ καταλόγου ἡ Βουλὴ εὑρίσκεται ἐν ἀπαρτίᾳ παρόντων 132 βουλευτῶν.: [499, 280, 760, 330]
ad-line: & ΚΟΣΜΗΜΑΤΩΝ: [310, 1053, 443, 1070]
text-para: ΠΑΝΕΛΛΗΝΙΟΝ.—Νέον πρόγραμμα τοῦ Κινηματογράφου Πατέ.: [269, 398, 484, 448]
text-para: ΠΡΟΕΔΡΟΣ. Ὁ κ. Βουλευτὴς ἀνακαλεῖ ἐπὶ τῆς φράσεως του (Πρὸς τὸν ἀγορεύοντα κ. Πώπ). Τώρα ἐξακολουθήσατε.: [775, 701, 1036, 769]
headline-sub3: ΑΙ ΕΞΗΓΗΣΕΙΣ ΤΟΥ κ. ΠΡΩΘΥΠΟΥΡΓΟΥ: [524, 216, 1012, 242]
text-para: — Ἡ Τύχη, παλαντευομένη ἐπάνω εἰς μίλλας καὶ ψιλὰς ὄβολα σημαιοστολισμένα μὲ προσχήματα λαχείων τοῦ Στόλου, ἐγκαταλείπει καὶ τὰ τελευταῖα κέντρα τῆς πόλεως.: [40, 71, 254, 172]
text-para: Ἐπεξηγήσας κατόπιν εἰς τὴν ἐξέτασιν τῶν ἀνακοινώσεων τοῦ Βασιλέως ὁ κ. Κουλουμβάκης λέγει ὅτι τὰ κόμματα ἐν Ἑλλάδι δὲν εἶνε ἄλλο τι εἰμὴ ὄργανα τῆς Πολιτείας.: [1311, 1031, 1556, 1115]
text-para: Ὁ κ. Πρωθυπουργὸς ἀπαντᾷ ὅτι ἡ Κυβέρνησις οὐδὲν ἄλλο ἔπραξε εἰ μὴ ὅ,τι ἐπέβαλλε τὸ Σύνταγμα.: [775, 844, 1036, 895]
text-para: — Ἐσωμάζετο ὑπὸ τὸν τίτλον «Ἡ Κολοκυθιά» ἡ δημοσιογραφία τοῦ Ματθαιοπούλου.: [40, 264, 254, 332]
text-para: — Ἐτιμήθησαν ἡ δὶς Νέλλη Δημητρίου καὶ ἡ δὶς Μαρία Ζαχαρίου εἰς τὸν χορὸν τῆς Ἀθηναϊκῆς Λέσχης.: [40, 1190, 254, 1258]
text-para: ΔΗΜΟΤΙΚΟΝ (Πειραιῶς).—Αὔριον ἡ τιμητικὴ τοῦ ποιητοῦ κ. Κ. Λαΐου μὲ τοὺς «Δύο Δρόμους».: [269, 490, 484, 557]
headline-presidency: ΠΡΟΕΔΡΙΑ Ι. ΤΣΙΡΙΜΩΚΟΥ: [499, 245, 1037, 270]
ad-line: ΤΟΥ ΗΛΕΚΤΡΟΘΕΡΑΠΕΥΤΗΡΙΟΥ: [51, 1555, 243, 1588]
ad-line: ΤΑ ΝΕΑ ΠΑΡΙΣΙΝΑ ΜΟΔΕΛΑ: [68, 1327, 226, 1368]
ad-line: ΒΙΒΛΙΑ, ΦΥΛΛΑΔΙΑ, ΠΕΡΙΟΔΙΚΑ: [317, 1101, 436, 1130]
column-rule: [1043, 70, 1044, 2194]
newspaper-title: ΕΜΠΡΟΣ: [727, 31, 869, 56]
